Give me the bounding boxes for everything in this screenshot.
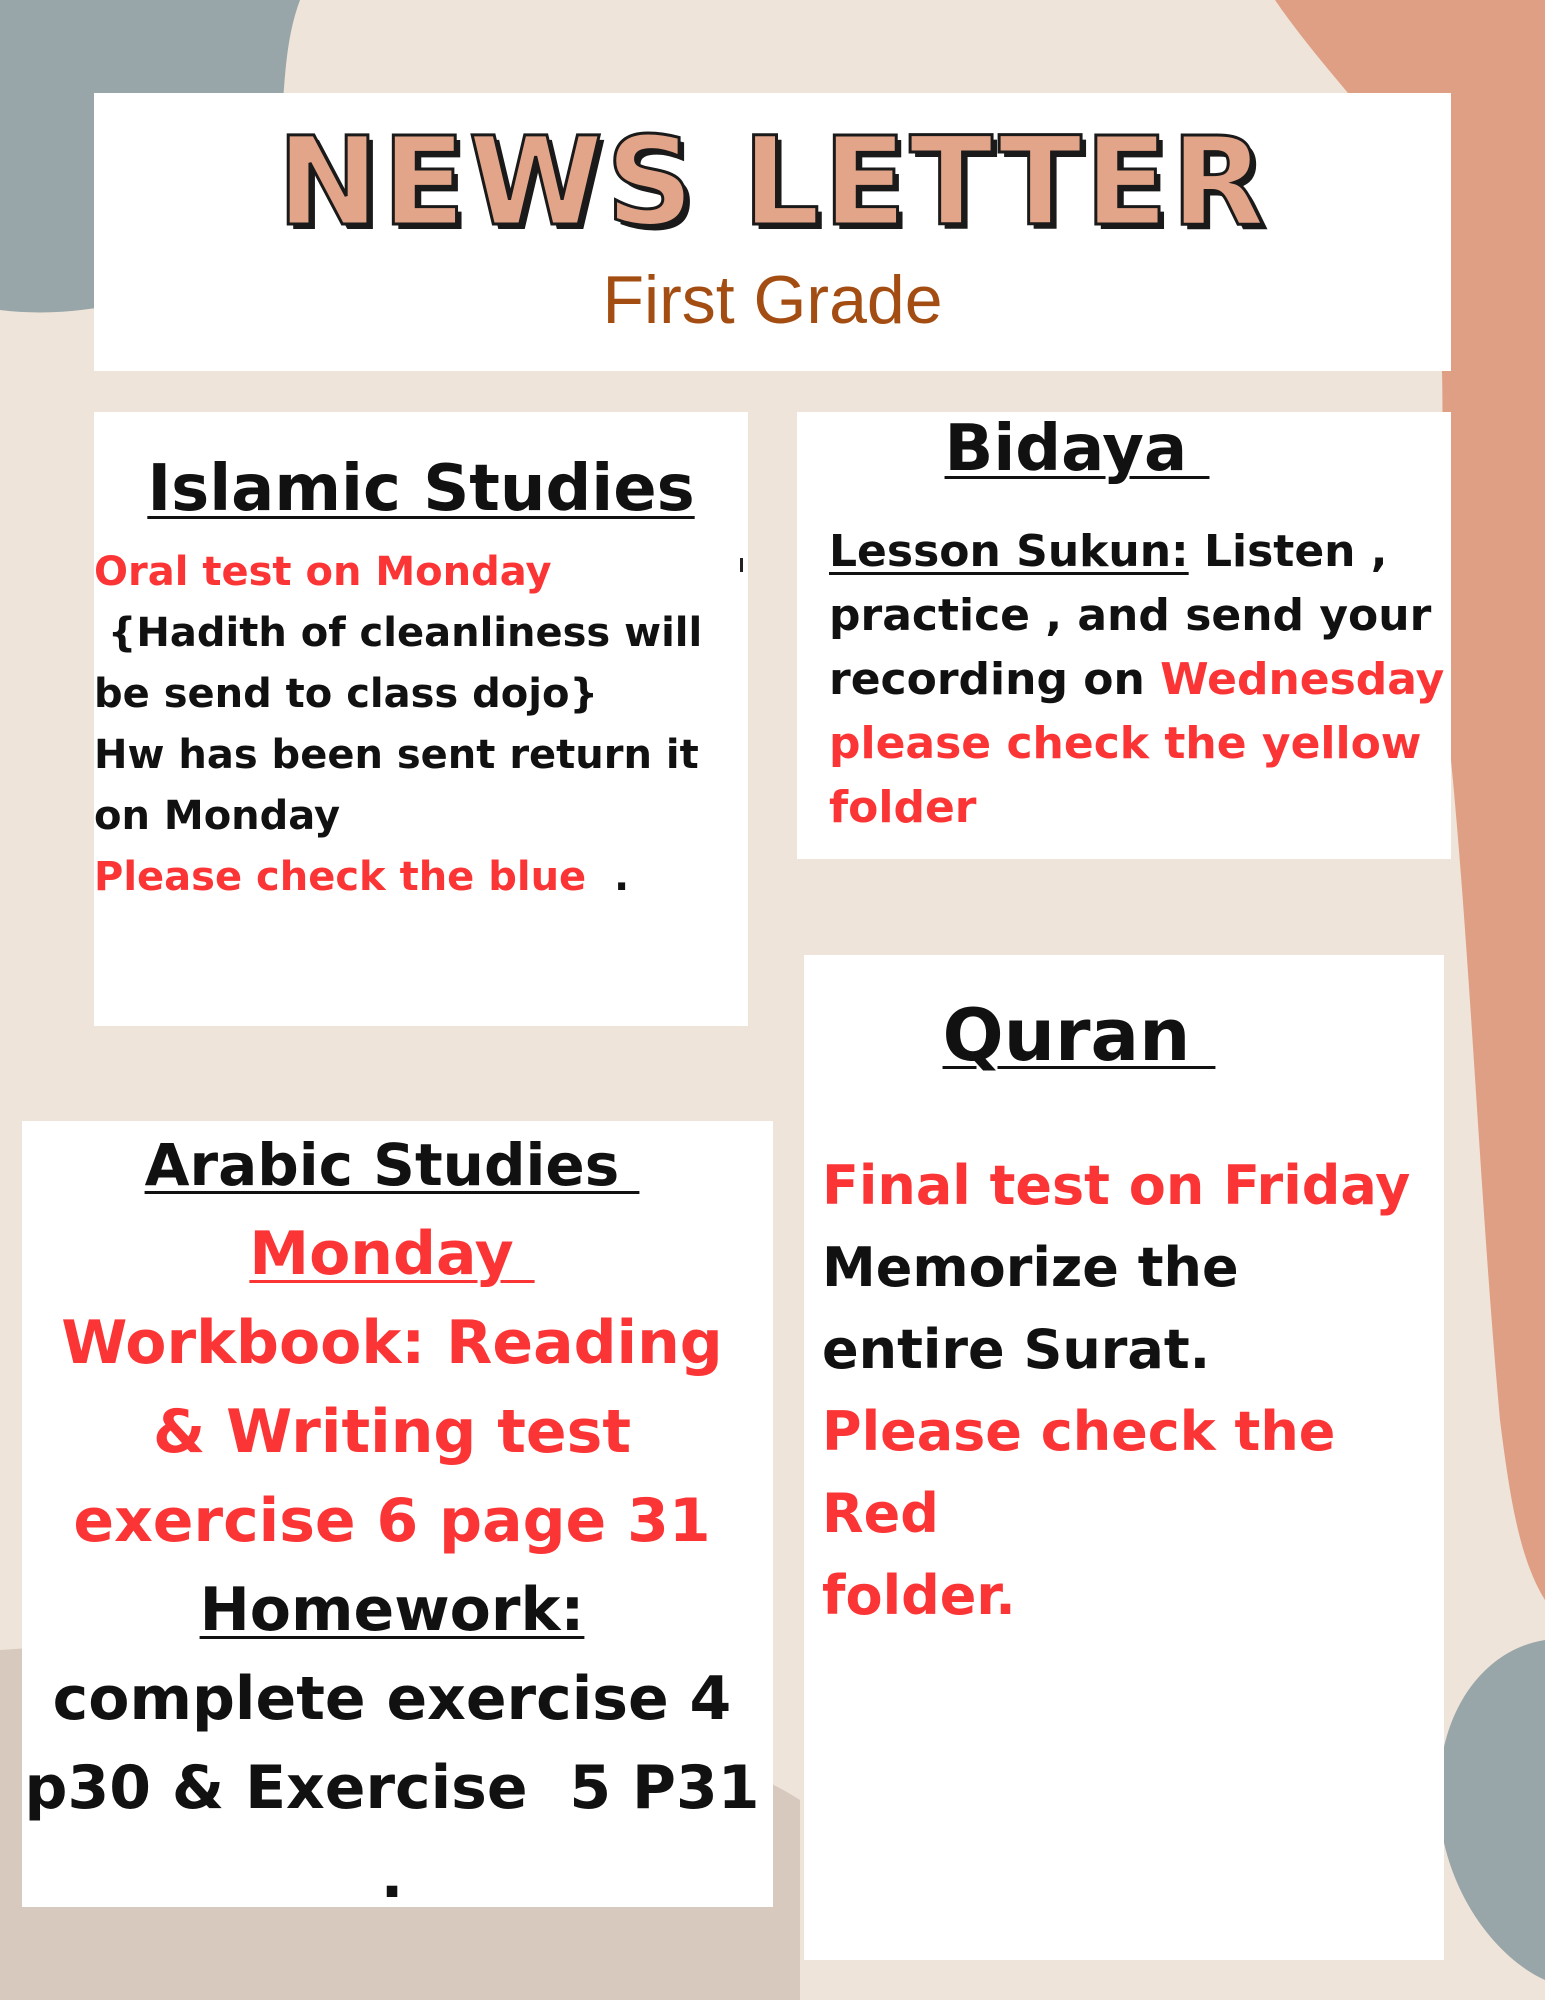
bidaya-heading: Bidaya [944,412,1210,486]
arabic-studies-card [22,1121,773,1912]
bidaya-line-3: recording on [829,654,1161,705]
arabic-homework-label: Homework: [199,1575,585,1645]
bidaya-line-3-red: Wednesday [1160,654,1445,705]
islamic-studies-card [94,412,748,1026]
quran-card [804,955,1444,1960]
arabic-studies-body [22,1121,762,1922]
arabic-line-4: complete exercise 4 [52,1664,732,1734]
arabic-day: Monday [249,1219,535,1289]
bidaya-body [829,520,1449,840]
arabic-studies-heading: Arabic Studies [144,1131,640,1199]
arabic-line-2: & Writing test [152,1397,632,1467]
islamic-line-3: be send to class dojo} [94,671,598,717]
islamic-line-2: {Hadith of cleanliness will [94,610,703,656]
bidaya-card [797,412,1451,859]
arabic-line-6: . [380,1842,404,1912]
islamic-line-6: Please check the blue [94,854,601,900]
bidaya-line-4: please check the yellow [829,718,1422,769]
quran-line-2: Memorize the [822,1236,1239,1299]
bidaya-line-5: folder [829,782,977,833]
page-subtitle: First Grade [602,262,943,338]
islamic-line-1: Oral test on Monday [94,549,552,595]
islamic-line-5: on Monday [94,793,341,839]
quran-line-1: Final test on Friday [822,1154,1411,1217]
arabic-line-1: Workbook: Reading [61,1308,723,1378]
bidaya-line-1: Listen , [1188,526,1388,577]
bidaya-lesson-label: Lesson Sukun: [829,526,1189,577]
header-card [94,93,1451,371]
islamic-line-4: Hw has been sent return it [94,732,699,778]
quran-line-5: folder. [822,1564,1016,1627]
arabic-line-5: p30 & Exercise 5 P31 [24,1753,760,1823]
islamic-studies-heading: Islamic Studies [147,452,695,526]
islamic-line-6-end: . [600,854,630,900]
quran-body [822,1145,1442,1637]
quran-heading: Quran [942,993,1216,1077]
quran-line-3: entire Surat. [822,1318,1211,1381]
arabic-line-3: exercise 6 page 31 [73,1486,711,1556]
page-title: NEWS LETTER [277,111,1268,253]
quran-line-4: Please check the Red [822,1400,1336,1545]
bidaya-line-2: practice , and send your [829,590,1432,641]
islamic-studies-body [94,542,754,908]
